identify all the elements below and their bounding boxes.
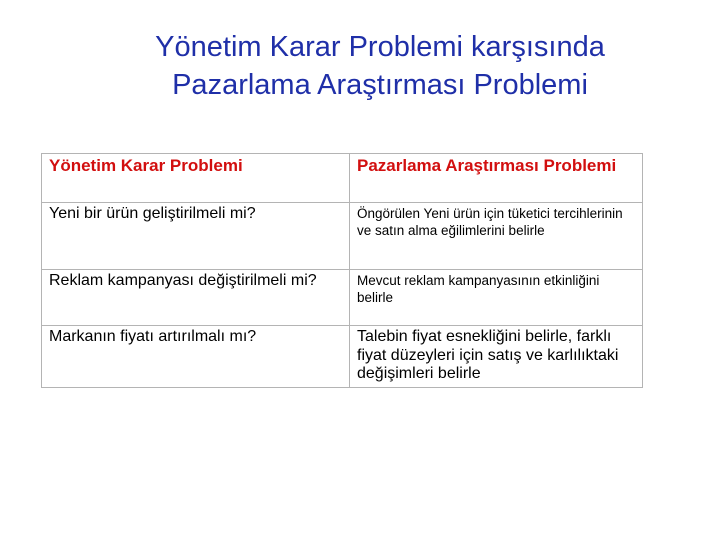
row-2-decision-cell: Reklam kampanyası değiştirilmeli mi? [42, 270, 350, 326]
slide-title-line-2: Pazarlama Araştırması Problemi [172, 69, 588, 101]
table-row [42, 326, 643, 388]
row-1-decision-cell: Yeni bir ürün geliştirilmeli mi? [42, 203, 350, 270]
row-1-research-cell: Öngörülen Yeni ürün için tüketici tercihlerinin ve satın alma eğilimlerini belirle [350, 203, 643, 270]
table-header-row [42, 154, 643, 203]
table-row [42, 203, 643, 270]
table-row [42, 270, 643, 326]
row-2-research-cell: Mevcut reklam kampanyasının etkinliğini belirle [350, 270, 643, 326]
comparison-table [41, 153, 643, 388]
row-3-research-cell: Talebin fiyat esnekliğini belirle, farklı fiyat düzeyleri için satış ve karlılıktaki değişimleri belirle [350, 326, 643, 388]
header-marketing-research-problem: Pazarlama Araştırması Problemi [350, 154, 643, 203]
row-3-decision-cell: Markanın fiyatı artırılmalı mı? [42, 326, 350, 388]
slide-title-line-1: Yönetim Karar Problemi karşısında [155, 31, 605, 63]
header-management-decision-problem: Yönetim Karar Problemi [42, 154, 350, 203]
slide-title [40, 28, 720, 104]
